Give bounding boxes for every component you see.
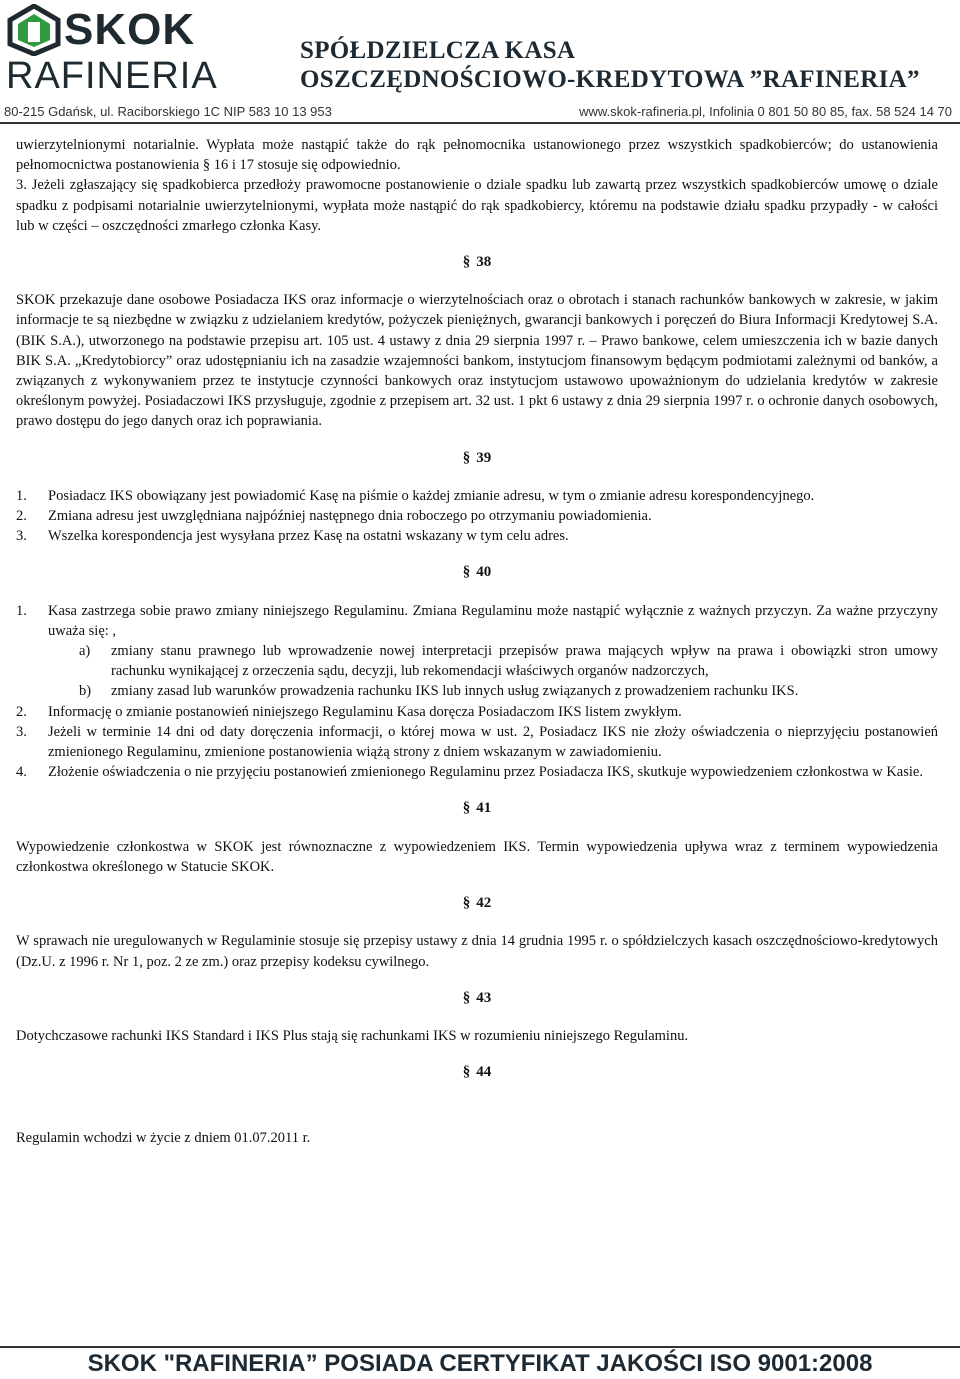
list-item-text: Jeżeli w terminie 14 dni od daty doręczenia informacji, o której mowa w ust. 2, Posiadacz IKS nie złoży oświadczenia o nieprzyjęciu postanowień zmienionego Regulaminu, zmienione postanowienia wiążą strony z dniem wskazanym w zawiadomieniu.: [48, 723, 938, 761]
section-40-list-cont: [16, 702, 938, 783]
section-number: 42: [476, 895, 492, 912]
list-item-number: 1.: [16, 602, 27, 619]
header-title-line1: SPÓŁDZIELCZA KASA: [300, 37, 576, 64]
list-item-number: 4.: [16, 764, 27, 781]
list-item: [16, 526, 938, 546]
list-item: [16, 506, 938, 526]
section-mark: §: [462, 1064, 471, 1081]
list-item-text: Posiadacz IKS obowiązany jest powiadomić Kasę na piśmie o każdej zmianie adresu, w tym o zmianie adresu korespondencyjnego.: [48, 487, 815, 504]
page-footer: SKOK "RAFINERIA” POSIADA CERTYFIKAT JAKOŚCI ISO 9001:2008: [87, 1350, 873, 1377]
section-mark: §: [462, 449, 471, 466]
list-item: [16, 601, 938, 641]
section-heading-39: [16, 448, 938, 468]
header-contact: www.skok-rafineria.pl, Infolinia 0 801 50 80 85, fax. 58 524 14 70: [579, 104, 952, 119]
section-41-text: Wypowiedzenie członkostwa w SKOK jest równoznaczne z wypowiedzeniem IKS. Termin wypowiedzenia upływa wraz z terminem wypowiedzenia członkostwa określonego w Statucie SKOK.: [16, 838, 938, 875]
logo-text-bottom: RAFINERIA: [6, 55, 218, 97]
section-number: 38: [476, 254, 492, 271]
sublist-item-text: zmiany stanu prawnego lub wprowadzenie nowej interpretacji przepisów prawa mających wpływ na prawa i obowiązki stron umowy rachunku wynikającej z orzeczenia sądu, decyzji, lub rekomendacji właściwych organów nadzorczych,: [111, 643, 938, 680]
section-39-list: [16, 486, 938, 547]
section-number: 39: [476, 449, 492, 466]
list-item-text: Kasa zastrzega sobie prawo zmiany niniejszego Regulaminu. Zmiana Regulaminu może nastąpić wyłącznie z ważnych przyczyn. Za ważne przyczyny uważa się: ,: [48, 602, 938, 639]
section-mark: §: [462, 800, 471, 817]
list-item: [16, 762, 938, 782]
logo-emblem-icon: [6, 4, 62, 56]
sublist-item: [16, 681, 938, 701]
list-item-text: Wszelka korespondencja jest wysyłana przez Kasę na ostatni wskazany w tym celu adres.: [48, 528, 569, 545]
section-number: 44: [476, 1064, 492, 1081]
page-header: [0, 0, 960, 100]
intro-paragraph-2-text: Jeżeli zgłaszający się spadkobierca przedłoży prawomocne postanowienie o dziale spadku lub zawartą przez wszystkich spadkobierców umowę o dziale spadku z podpisami notarialnie uwierzytelnionymi, wypłata może nastąpić do rąk spadkobiercy, któremu na podstawie działu spadku przypadły - w całości lub w części – oszczędności zmarłego członka Kasy.: [16, 177, 938, 234]
list-item-number: 3.: [16, 528, 27, 545]
section-40-sublist: [16, 641, 938, 702]
list-item-text: Złożenie oświadczenia o nie przyjęciu postanowień zmienionego Regulaminu przez Posiadacza IKS, skutkuje wypowiedzeniem członkostwa w Kasie.: [48, 764, 923, 781]
section-heading-41: [16, 798, 938, 818]
section-mark: §: [462, 564, 471, 581]
list-item-text: Zmiana adresu jest uwzględniana najpóźniej następnego dnia roboczego po otrzymaniu powiadomienia.: [48, 508, 652, 525]
section-heading-38: [16, 252, 938, 272]
header-divider: [0, 122, 960, 124]
section-heading-43: [16, 988, 938, 1008]
sublist-item: [16, 641, 938, 681]
section-number: 40: [476, 564, 492, 581]
section-43-text: Dotychczasowe rachunki IKS Standard i IKS Plus stają się rachunkami IKS w rozumieniu niniejszego Regulaminu.: [16, 1027, 689, 1044]
list-item: [16, 486, 938, 506]
section-mark: §: [462, 254, 471, 271]
intro-paragraph-1: uwierzytelnionymi notarialnie. Wypłata może nastąpić także do rąk pełnomocnika ustanowionego przez wszystkich spadkobierców; do ustanowienia pełnomocnictwa postanowienia § 16 i 17 stosuje się odpowiednio.: [16, 137, 938, 174]
section-40-list: [16, 601, 938, 641]
list-item-number: 2.: [16, 703, 27, 720]
intro-paragraph-2-number: 3.: [16, 177, 27, 194]
sublist-item-letter: b): [79, 683, 92, 700]
section-mark: §: [462, 895, 471, 912]
list-item-number: 1.: [16, 487, 27, 504]
list-item-number: 2.: [16, 508, 27, 525]
section-heading-44: [16, 1062, 938, 1082]
header-address: 80-215 Gdańsk, ul. Raciborskiego 1C NIP 583 10 13 953: [4, 104, 332, 119]
section-heading-42: [16, 893, 938, 913]
list-item-text: Informację o zmianie postanowień niniejszego Regulaminu Kasa doręcza Posiadaczom IKS listem zwykłym.: [48, 703, 682, 720]
section-heading-40: [16, 562, 938, 582]
section-number: 43: [476, 989, 492, 1006]
section-mark: §: [462, 989, 471, 1006]
list-item: [16, 702, 938, 722]
document-body: [16, 135, 938, 1149]
intro-paragraph-2: [16, 175, 938, 236]
section-number: 41: [476, 800, 492, 817]
section-44-text: Regulamin wchodzi w życie z dniem 01.07.2011 r.: [16, 1130, 311, 1147]
header-title-line2: OSZCZĘDNOŚCIOWO-KREDYTOWA ”RAFINERIA”: [300, 66, 920, 93]
sublist-item-text: zmiany zasad lub warunków prowadzenia rachunku IKS lub innych usług związanych z prowadzeniem rachunku IKS.: [111, 683, 799, 700]
spacer: [16, 1100, 938, 1128]
sublist-item-letter: a): [79, 643, 91, 660]
section-42-text: W sprawach nie uregulowanych w Regulaminie stosuje się przepisy ustawy z dnia 14 grudnia 1995 r. o spółdzielczych kasach oszczędnościowo-kredytowych (Dz.U. z 1996 r. Nr 1, poz. 2 ze zm.) oraz przepisy kodeksu cywilnego.: [16, 933, 938, 970]
section-38-text: SKOK przekazuje dane osobowe Posiadacza IKS oraz informacje o wierzytelnościach oraz o obrotach i stanach rachunków bankowych w zakresie, w jakim informacje te są niezbędne w związku z udzielaniem kredytów, pożyczek pieniężnych, gwarancji bankowych i poręczeń do Biura Informacji Kredytowej S.A. (BIK S.A.), utworzonego na podstawie przepisu art. 105 ust. 4 ustawy z dnia 29 sierpnia 1997 r. – Prawo bankowe, celem umieszczenia ich w bazie danych BIK S.A. „Kredytobiorcy” oraz udostępnianiu ich na zasadzie wzajemności bankom, instytucjom finansowym będącym podmiotami zależnymi od banków, a związanych z wykonywaniem przez te instytucje czynności bankowych oraz instytucjom ustawowo upoważnionym do udzielania kredytów w zakresie określonym powyżej. Posiadaczowi IKS przysługuje, zgodnie z przepisem art. 32 ust. 1 pkt 6 ustawy z dnia 29 sierpnia 1997 r. o ochronie danych osobowych, prawo dostępu do jego danych oraz ich poprawiania.: [16, 292, 938, 430]
list-item-number: 3.: [16, 723, 27, 740]
logo-text-top: SKOK: [64, 5, 196, 54]
skok-logo: [6, 4, 216, 96]
footer-divider: [0, 1346, 960, 1348]
list-item: [16, 722, 938, 762]
